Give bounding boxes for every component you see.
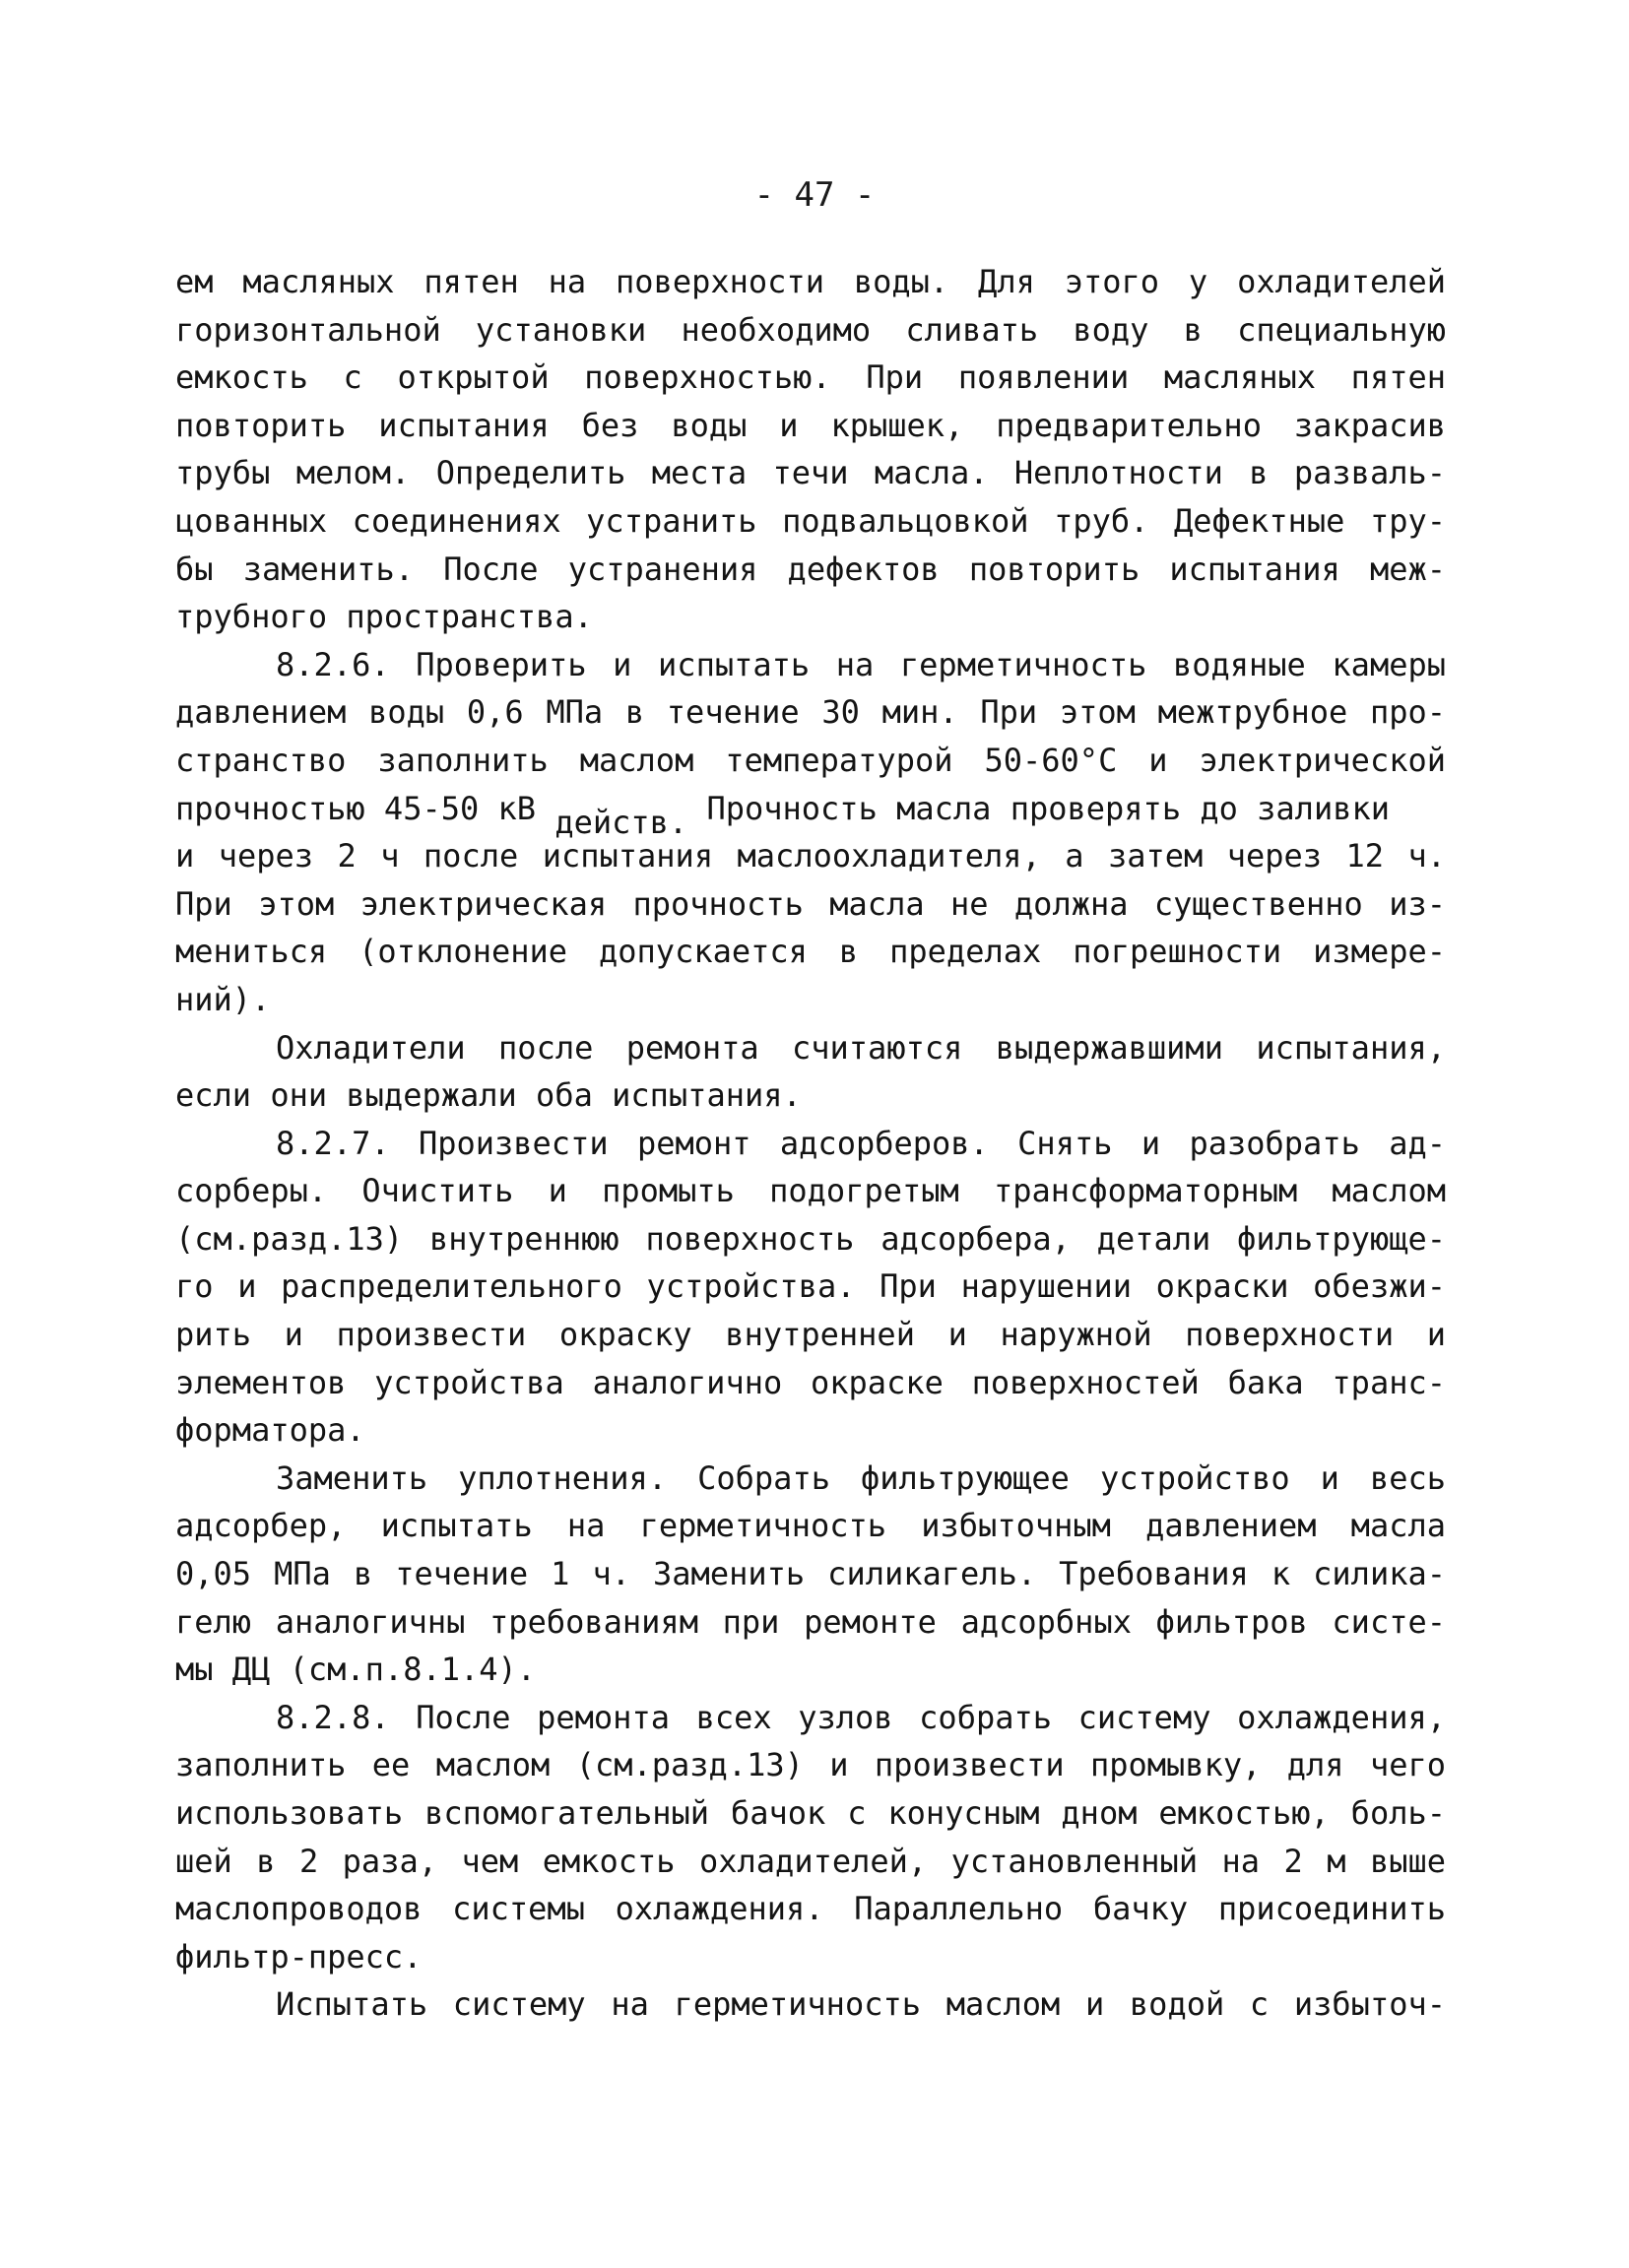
text-line: сорберы. Очистить и промыть подогретым трансформаторным маслом — [175, 1172, 1446, 1210]
text-line: 8.2.8. После ремонта всех узлов собрать систему охлаждения, — [276, 1698, 1446, 1736]
line-tail: Прочность масла проверять до заливки — [706, 789, 1390, 827]
text-line: цованных соединениях устранить подвальцовкой труб. Дефектные тру- — [175, 501, 1446, 540]
text-line: рить и произвести окраску внутренней и наружной поверхности и — [175, 1316, 1446, 1354]
text-line: бы заменить. После устранения дефектов повторить испытания меж- — [175, 550, 1446, 588]
text-line: Испытать систему на герметичность маслом и водой с избыточ- — [276, 1985, 1446, 2024]
page-number: - 47 - — [753, 175, 876, 215]
text-line: 0,05 МПа в течение 1 ч. Заменить силикагель. Требования к силика- — [175, 1555, 1446, 1593]
text-line: давлением воды 0,6 МПа в течение 30 мин. При этом межтрубное про- — [175, 693, 1446, 732]
text-line: странство заполнить маслом температурой 50-60°С и электрической — [175, 741, 1446, 779]
paragraph-1 — [175, 258, 1446, 641]
unit-subscript: действ. — [554, 803, 688, 841]
text-line: При этом электрическая прочность масла не должна существенно из- — [175, 884, 1446, 923]
text-line: мениться (отклонение допускается в пределах погрешности измере- — [175, 933, 1446, 971]
text-line: маслопроводов системы охлаждения. Параллельно бачку присоединить — [175, 1890, 1446, 1928]
text-line: Заменить уплотнения. Собрать фильтрующее устройство и весь — [276, 1458, 1446, 1497]
text-line: (см.разд.13) внутреннюю поверхность адсорбера, детали фильтрующе- — [175, 1219, 1446, 1258]
text-line: ем масляных пятен на поверхности воды. Для этого у охладителей — [175, 263, 1446, 300]
text-line: заполнить ее маслом (см.разд.13) и произвести промывку, для чего — [175, 1746, 1446, 1784]
text-line: горизонтальной установки необходимо сливать воду в специальную — [175, 310, 1446, 349]
paragraph-7 — [175, 1980, 1446, 2029]
text-line: трубного пространства. — [175, 598, 593, 636]
text-line: адсорбер, испытать на герметичность избыточным давлением масла — [175, 1507, 1446, 1545]
text-line-with-subscript — [175, 785, 1446, 841]
text-line: форматора. — [175, 1411, 365, 1450]
paragraph-8-2-6 — [175, 641, 1446, 1024]
text-line: мы ДЦ (см.п.8.1.4). — [175, 1651, 537, 1689]
text-line: использовать вспомогательный бачок с конусным дном емкостью, боль- — [175, 1794, 1446, 1832]
text-line: шей в 2 раза, чем емкость охладителей, установленный на 2 м выше — [175, 1842, 1446, 1880]
text-line: 8.2.7. Произвести ремонт адсорберов. Снять и разобрать ад- — [276, 1124, 1446, 1162]
paragraph-8-2-7 — [175, 1120, 1446, 1455]
text-line: и через 2 ч после испытания маслоохладителя, а затем через 12 ч. — [175, 837, 1446, 875]
text-line: Охладители после ремонта считаются выдержавшими испытания, — [276, 1028, 1446, 1067]
text-line: повторить испытания без воды и крышек, предварительно закрасив — [175, 406, 1446, 444]
text-line: го и распределительного устройства. При нарушении окраски обезжи- — [175, 1267, 1446, 1306]
line-head: прочностью 45-50 кВ — [175, 789, 537, 827]
text-line: гелю аналогичны требованиям при ремонте адсорбных фильтров систе- — [175, 1602, 1446, 1641]
text-line: элементов устройства аналогично окраске поверхностей бака транс- — [175, 1363, 1446, 1401]
text-line: трубы мелом. Определить места течи масла. Неплотности в разваль- — [175, 454, 1446, 492]
text-line: если они выдержали оба испытания. — [175, 1076, 802, 1115]
text-line: фильтр-пресс. — [175, 1937, 423, 1976]
text-line: емкость с открытой поверхностью. При появлении масляных пятен — [175, 358, 1446, 397]
text-line: ний). — [175, 980, 271, 1018]
paragraph-5 — [175, 1455, 1446, 1694]
paragraph-8-2-8 — [175, 1694, 1446, 1981]
body-text — [175, 258, 1446, 2029]
text-line: 8.2.6. Проверить и испытать на герметичность водяные камеры — [276, 645, 1446, 683]
paragraph-3 — [175, 1024, 1446, 1120]
